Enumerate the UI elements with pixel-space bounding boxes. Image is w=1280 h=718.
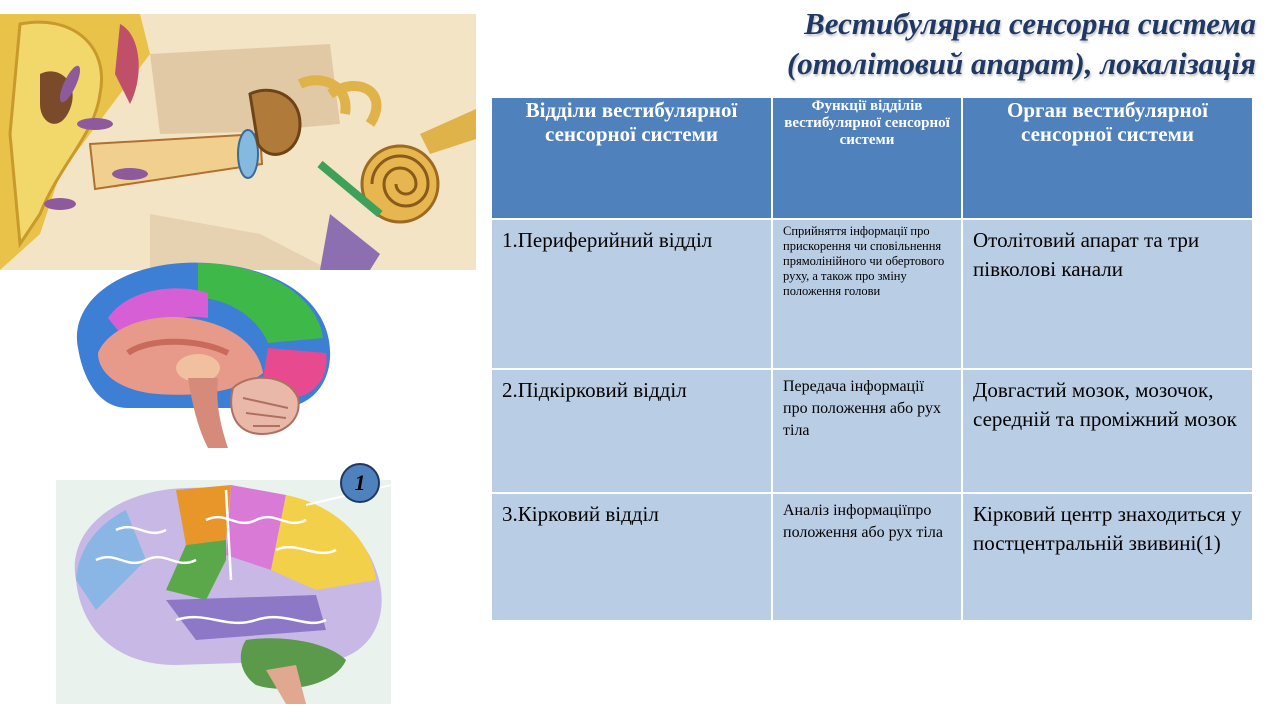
table-row	[491, 369, 1253, 493]
organ-text: Довгастий мозок, мозочок, середній та проміжний мозок	[973, 378, 1237, 431]
figure-label: 1	[354, 470, 366, 495]
header-organ	[962, 97, 1253, 219]
vestibular-system-table	[490, 96, 1254, 622]
cell-division	[491, 493, 772, 621]
header-functions	[772, 97, 962, 219]
function-text: Передача інформації про положення або рух тіла	[783, 378, 941, 439]
division-text: 3.Кірковий відділ	[502, 502, 659, 526]
header-label: Функції відділів вестибулярної сенсорної системи	[784, 98, 950, 148]
slide-title	[556, 4, 1256, 84]
division-text: 2.Підкірковий відділ	[502, 378, 687, 402]
header-label: Орган вестибулярної сенсорної системи	[1007, 98, 1208, 146]
cell-function	[772, 369, 962, 493]
figure-label-badge	[340, 463, 380, 503]
cell-organ	[962, 369, 1253, 493]
slide-title-line-2: (отолітовий апарат), локалізація	[786, 46, 1256, 81]
cell-function	[772, 219, 962, 369]
cell-function	[772, 493, 962, 621]
cell-division	[491, 369, 772, 493]
function-text: Сприйняття інформації про прискорення чи сповільнення прямолінійного чи обертового руху, а також про зміну положення голови	[783, 224, 945, 298]
cell-division	[491, 219, 772, 369]
header-label: Відділи вестибулярної сенсорної системи	[525, 98, 738, 146]
brain-sagittal-illustration	[68, 258, 338, 448]
division-text: 1.Периферийний відділ	[502, 228, 713, 252]
slide-title-line-1: Вестибулярна сенсорна система	[804, 6, 1256, 41]
organ-text: Кірковий центр знаходиться у постцентральній звивині(1)	[973, 502, 1242, 555]
table-row	[491, 219, 1253, 369]
header-divisions	[491, 97, 772, 219]
cell-organ	[962, 219, 1253, 369]
cell-organ	[962, 493, 1253, 621]
ear-anatomy-illustration	[0, 14, 476, 270]
table-header-row	[491, 97, 1253, 219]
brain-lateral-illustration	[56, 460, 391, 704]
organ-text: Отолітовий апарат та три півколові канали	[973, 228, 1200, 281]
function-text: Аналіз інформаціїпро положення або рух тіла	[783, 502, 943, 541]
table-row	[491, 493, 1253, 621]
